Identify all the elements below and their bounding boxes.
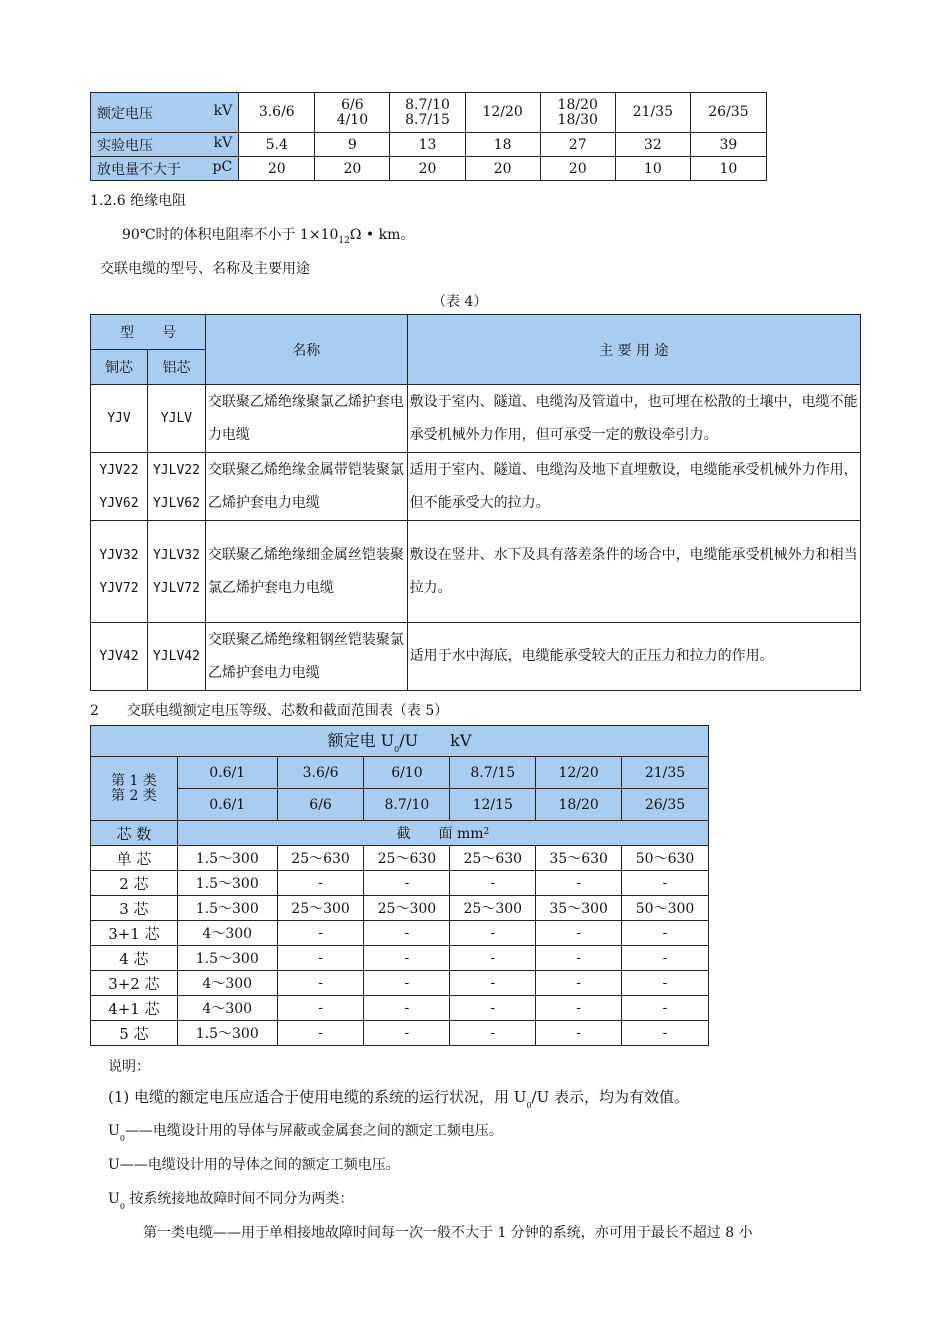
table-cell: 26/35	[690, 93, 766, 133]
section-range: -	[364, 1021, 450, 1046]
rated-voltage-row	[91, 93, 767, 133]
section-range: -	[364, 971, 450, 996]
class2-cell: 18/20	[536, 789, 622, 821]
section-range: 4～300	[177, 971, 277, 996]
cores-header: 芯 数	[91, 821, 178, 846]
copper-model: YJV42	[91, 623, 148, 691]
table-cell: 20	[540, 157, 615, 181]
section-range: 1.5～300	[177, 896, 277, 921]
aluminum-header: 铝芯	[147, 350, 205, 385]
section-range: -	[364, 921, 450, 946]
cable-usage: 适用于水中海底，电缆能承受较大的正压力和拉力的作用。	[407, 623, 860, 691]
section-range: 1.5～300	[177, 846, 277, 871]
table-cell: 18	[465, 133, 540, 157]
note-u0-definition: $U_0——$电缆设计用的导体与屏蔽或金属套之间的额定工频电压。	[108, 1123, 503, 1143]
table-row	[91, 385, 861, 453]
class1-cell: 3.6/6	[277, 757, 364, 789]
section-range: 35～630	[536, 846, 622, 871]
model-header: 型 号	[91, 315, 206, 350]
table-cell: 10	[615, 157, 690, 181]
discharge-row	[91, 157, 767, 181]
section-range: -	[450, 871, 536, 896]
name-header: 名称	[205, 315, 407, 385]
table-cell: 21/35	[615, 93, 690, 133]
test-voltage-row	[91, 133, 767, 157]
note-u-definition: U——电缆设计用的导体之间的额定工频电压。	[108, 1157, 400, 1173]
table-row	[91, 971, 709, 996]
cable-name: 交联聚乙烯绝缘聚氯乙烯护套电力电缆	[205, 385, 407, 453]
table-row	[91, 946, 709, 971]
table-cell: 13	[390, 133, 465, 157]
table-cell: 9	[315, 133, 390, 157]
class1-cell: 12/20	[536, 757, 622, 789]
row-label: 放电量不大于 pC	[91, 157, 239, 181]
copper-model: YJV22 YJV62	[91, 453, 148, 521]
cable-name: 交联聚乙烯绝缘粗钢丝铠装聚氯乙烯护套电力电缆	[205, 623, 407, 691]
section-range: 25～630	[450, 846, 536, 871]
aluminum-model: YJLV32 YJLV72	[147, 521, 205, 623]
section-range: 25～630	[277, 846, 364, 871]
table-cell: 8.7/10 8.7/15	[390, 93, 465, 133]
voltage-test-table	[90, 92, 767, 181]
section-range: -	[277, 871, 364, 896]
copper-model: YJV	[91, 385, 148, 453]
table-row	[91, 453, 861, 521]
aluminum-model: YJLV22 YJLV62	[147, 453, 205, 521]
aluminum-model: YJLV42	[147, 623, 205, 691]
section-range: 25～300	[450, 896, 536, 921]
table-row	[91, 623, 861, 691]
table-cell: 18/20 18/30	[540, 93, 615, 133]
class1-cell: 0.6/1	[177, 757, 277, 789]
section-range: -	[622, 996, 709, 1021]
table-row	[91, 896, 709, 921]
copper-header: 铜芯	[91, 350, 148, 385]
section-range: -	[450, 946, 536, 971]
section-range: 25～630	[364, 846, 450, 871]
table-row	[91, 521, 861, 623]
section-range: -	[364, 996, 450, 1021]
table4-caption: （表 4）	[432, 294, 488, 310]
section-range: -	[536, 946, 622, 971]
section-range: 25～300	[277, 896, 364, 921]
table-cell: 20	[315, 157, 390, 181]
table-cell: 6/6 4/10	[315, 93, 390, 133]
section-range: -	[277, 1021, 364, 1046]
section-header-row	[91, 821, 709, 846]
cable-usage: 适用于室内、隧道、电缆沟及地下直埋敷设，电缆能承受机械外力作用，但不能承受大的拉力。	[407, 453, 860, 521]
section-range: -	[364, 946, 450, 971]
row-label: 额定电压 kV	[91, 93, 239, 133]
section-range: -	[536, 1021, 622, 1046]
core-count: 3+1 芯	[91, 921, 178, 946]
section-range: -	[277, 946, 364, 971]
table-cell: 12/20	[465, 93, 540, 133]
usage-header: 主 要 用 途	[407, 315, 860, 385]
section-range: -	[277, 971, 364, 996]
note-u0-classes: $U_0$ 按系统接地故障时间不同分为两类：	[108, 1191, 354, 1211]
class2-cell: 26/35	[622, 789, 709, 821]
table-cell: 27	[540, 133, 615, 157]
cable-model-table	[90, 314, 861, 691]
table-cell: 32	[615, 133, 690, 157]
section-range: -	[536, 971, 622, 996]
core-count: 5 芯	[91, 1021, 178, 1046]
table-cell: 20	[465, 157, 540, 181]
core-count: 3 芯	[91, 896, 178, 921]
table-row	[91, 871, 709, 896]
table4-intro: 交联电缆的型号、名称及主要用途	[100, 261, 310, 277]
section-header: 截 面 $mm^2$	[177, 821, 708, 846]
header-row	[91, 315, 861, 350]
class2-cell: 8.7/10	[364, 789, 450, 821]
table-cell: 39	[690, 133, 766, 157]
section-range: -	[536, 921, 622, 946]
table-row	[91, 921, 709, 946]
section-range: -	[622, 871, 709, 896]
row-label: 实验电压 kV	[91, 133, 239, 157]
notes-title: 说明：	[108, 1059, 150, 1075]
cable-usage: 敷设于室内、隧道、电缆沟及管道中，也可埋在松散的土壤中，电缆不能承受机械外力作用，但可承受一定的敷设牵引力。	[407, 385, 860, 453]
rated-voltage-header: 额定电 $U_0/U$ kV	[91, 726, 709, 757]
section-range: -	[536, 871, 622, 896]
note-1: (1) 电缆的额定电压应适合于使用电缆的系统的运行状况，用 $U_0/U$ 表示，均为有效值。	[108, 1088, 689, 1110]
note-class1-text: 第一类电缆——用于单相接地故障时间每一次一般不大于 1 分钟的系统，亦可用于最长不超过 8 小	[143, 1225, 753, 1241]
section-range: -	[450, 921, 536, 946]
section-range: -	[622, 971, 709, 996]
class1-cell: 21/35	[622, 757, 709, 789]
section-range: -	[536, 996, 622, 1021]
core-count: 3+2 芯	[91, 971, 178, 996]
table-row	[91, 996, 709, 1021]
section-range: 50～300	[622, 896, 709, 921]
section-range: -	[450, 996, 536, 1021]
table-row	[91, 1021, 709, 1046]
section-range: 1.5～300	[177, 871, 277, 896]
cable-usage: 敷设在竖井、水下及具有落差条件的场合中，电缆能承受机械外力和相当拉力。	[407, 521, 860, 623]
table-row	[91, 846, 709, 871]
core-count: 单 芯	[91, 846, 178, 871]
class1-cell: 6/10	[364, 757, 450, 789]
resistivity-text: 90℃时的体积电阻率不小于 $1\times 10_{12}\Omega$ • km。	[122, 227, 415, 246]
section-range: -	[277, 921, 364, 946]
section-range: 1.5～300	[177, 946, 277, 971]
section-range: -	[277, 996, 364, 1021]
core-count: 4 芯	[91, 946, 178, 971]
class2-cell: 12/15	[450, 789, 536, 821]
section-range: -	[450, 1021, 536, 1046]
table-cell: 20	[239, 157, 315, 181]
section-range: -	[622, 921, 709, 946]
cable-name: 交联聚乙烯绝缘细金属丝铠装聚氯乙烯护套电力电缆	[205, 521, 407, 623]
section-range: -	[622, 1021, 709, 1046]
class2-cell: 0.6/1	[177, 789, 277, 821]
copper-model: YJV32 YJV72	[91, 521, 148, 623]
section-heading-1-2-6: 1.2.6 绝缘电阻	[90, 193, 187, 209]
section-range: -	[450, 971, 536, 996]
table-cell: 5.4	[239, 133, 315, 157]
class1-row	[91, 757, 709, 789]
section-range: 4～300	[177, 996, 277, 1021]
aluminum-model: YJLV	[147, 385, 205, 453]
class-label: 第 1 类 第 2 类	[91, 757, 178, 821]
table-cell: 10	[690, 157, 766, 181]
section-range: 4～300	[177, 921, 277, 946]
class2-row	[91, 789, 709, 821]
section-range: 35～300	[536, 896, 622, 921]
section-range: -	[364, 871, 450, 896]
class1-cell: 8.7/15	[450, 757, 536, 789]
table-cell: 3.6/6	[239, 93, 315, 133]
voltage-core-section-table	[90, 725, 709, 1046]
section-range: 50～630	[622, 846, 709, 871]
section-range: -	[622, 946, 709, 971]
cable-name: 交联聚乙烯绝缘金属带铠装聚氯乙烯护套电力电缆	[205, 453, 407, 521]
section-range: 25～300	[364, 896, 450, 921]
core-count: 2 芯	[91, 871, 178, 896]
header-row	[91, 726, 709, 757]
section-range: 1.5～300	[177, 1021, 277, 1046]
table5-title: 2 交联电缆额定电压等级、芯数和截面范围表（表 5）	[90, 703, 449, 719]
class2-cell: 6/6	[277, 789, 364, 821]
table-cell: 20	[390, 157, 465, 181]
core-count: 4+1 芯	[91, 996, 178, 1021]
